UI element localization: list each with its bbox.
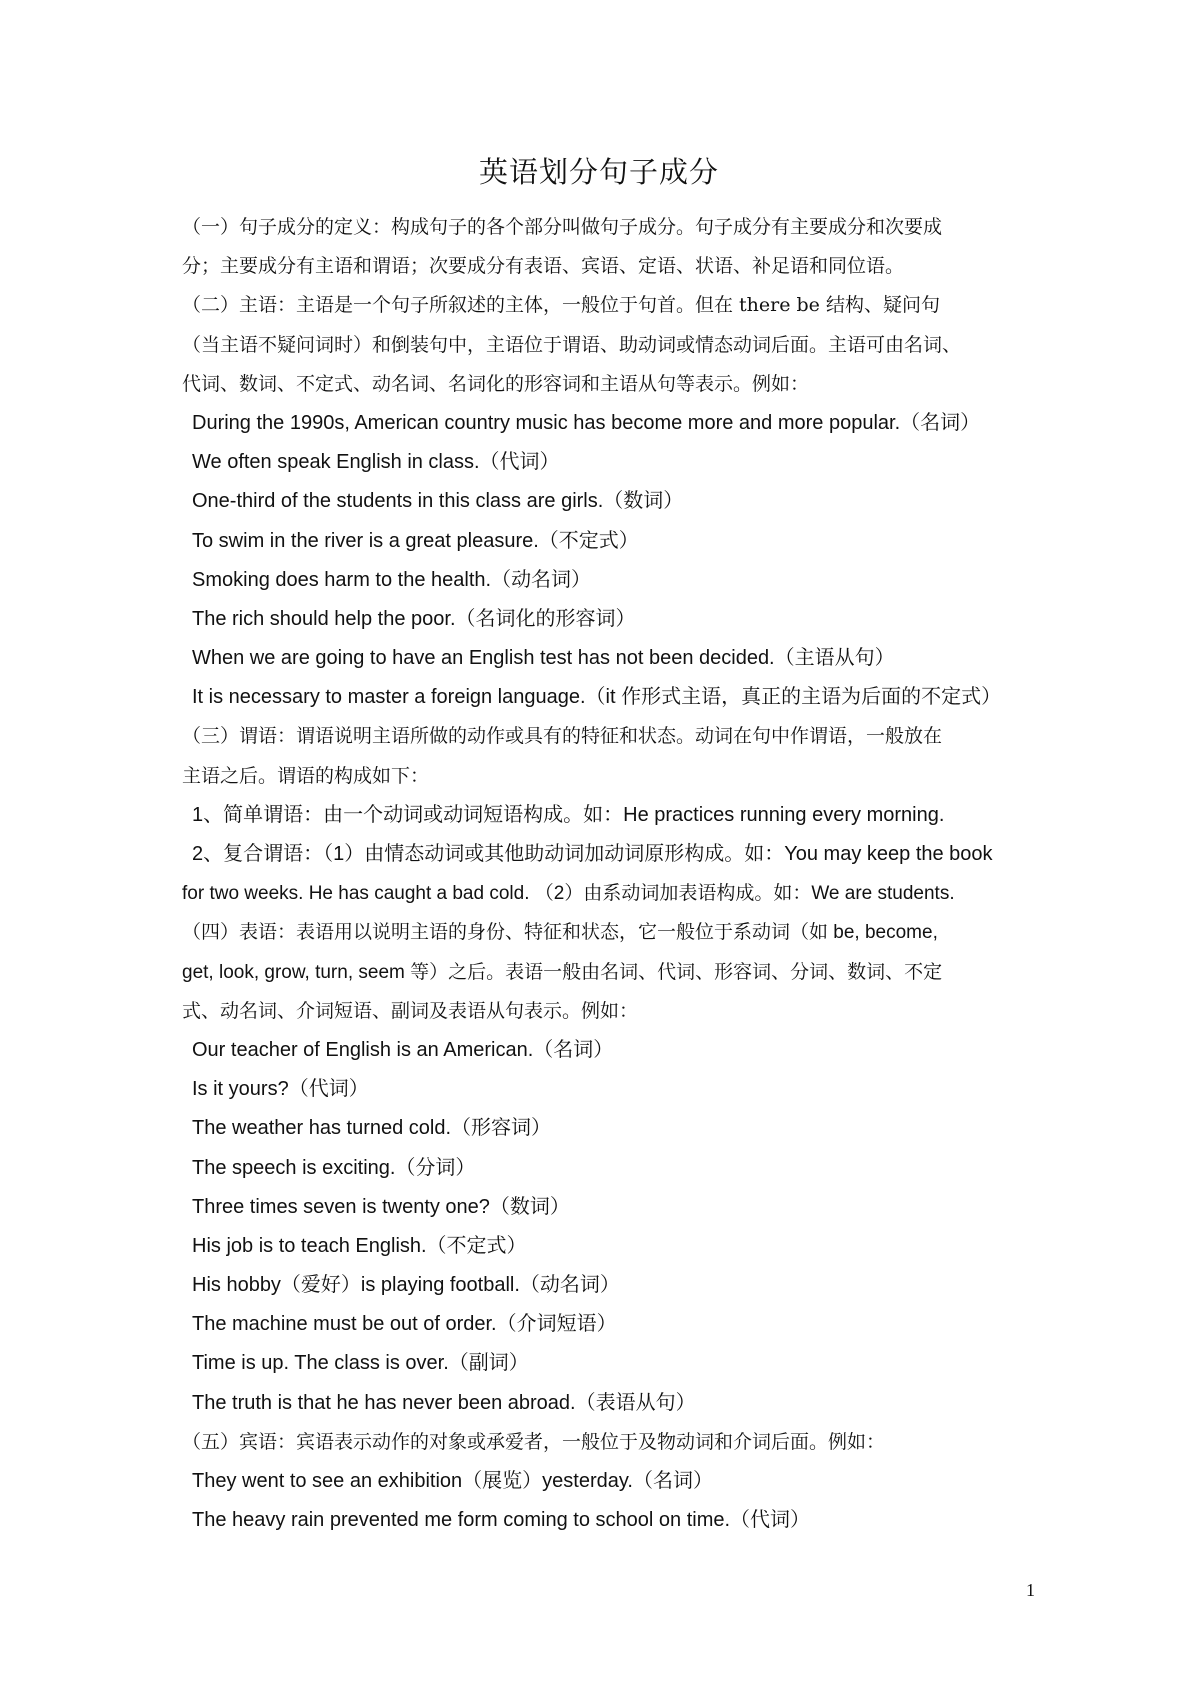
document-body xyxy=(182,208,1034,1540)
text-line: 主语之后。谓语的构成如下： xyxy=(182,764,430,787)
example-line: It is necessary to master a foreign language.（it 作形式主语，真正的主语为后面的不定式） xyxy=(192,686,1002,709)
example-line: The weather has turned cold.（形容词） xyxy=(192,1117,552,1140)
text-line: 分；主要成分有主语和谓语；次要成分有表语、宾语、定语、状语、补足语和同位语。 xyxy=(182,255,905,278)
example-line: The heavy rain prevented me form coming to school on time.（代词） xyxy=(192,1509,811,1532)
example-line: Three times seven is twenty one?（数词） xyxy=(192,1195,570,1218)
example-line: The machine must be out of order.（介词短语） xyxy=(192,1313,617,1336)
text-line: （一）句子成分的定义：构成句子的各个部分叫做句子成分。句子成分有主要成分和次要成 xyxy=(182,216,943,238)
example-line: 1、简单谓语：由一个动词或动词短语构成。如：He practices running every morning. xyxy=(192,803,945,826)
document-title: 英语划分句子成分 xyxy=(478,155,719,189)
example-line: They went to see an exhibition（展览）yesterday.（名词） xyxy=(192,1470,713,1492)
example-line: When we are going to have an English test has not been decided.（主语从句） xyxy=(192,647,895,670)
example-line: Time is up. The class is over.（副词） xyxy=(192,1352,529,1375)
example-line: We often speak English in class.（代词） xyxy=(192,451,560,474)
example-line: The truth is that he has never been abroad.（表语从句） xyxy=(192,1391,696,1414)
page-number: 1 xyxy=(1026,1580,1035,1600)
example-line: His job is to teach English.（不定式） xyxy=(192,1234,527,1257)
example-line: Smoking does harm to the health.（动名词） xyxy=(192,568,592,591)
example-line: One-third of the students in this class are girls.（数词） xyxy=(192,490,684,513)
text-line: （三）谓语：谓语说明主语所做的动作或具有的特征和状态。动词在句中作谓语，一般放在 xyxy=(182,725,943,748)
text-line: （四）表语：表语用以说明主语的身份、特征和状态，它一般位于系动词（如 be, become, xyxy=(182,922,938,944)
example-line: The rich should help the poor.（名词化的形容词） xyxy=(192,607,636,630)
example-line: To swim in the river is a great pleasure.（不定式） xyxy=(192,529,639,552)
text-line: （二）主语：主语是一个句子所叙述的主体，一般位于句首。但在 there be 结构、疑问句 xyxy=(182,294,940,317)
example-line: His hobby（爱好）is playing football.（动名词） xyxy=(192,1274,620,1297)
text-line: （五）宾语：宾语表示动作的对象或承爱者，一般位于及物动词和介词后面。例如： xyxy=(182,1430,886,1453)
example-line: The speech is exciting.（分词） xyxy=(192,1156,476,1179)
text-line: get, look, grow, turn, seem 等）之后。表语一般由名词、代词、形容词、分词、数词、不定 xyxy=(182,961,943,983)
example-line: Is it yours?（代词） xyxy=(192,1078,369,1101)
text-line: 代词、数词、不定式、动名词、名词化的形容词和主语从句等表示。例如： xyxy=(182,372,810,395)
example-line: 2、复合谓语：（1）由情态动词或其他助动词加动词原形构成。如：You may keep the book xyxy=(192,843,993,865)
example-line: Our teacher of English is an American.（名词） xyxy=(192,1038,614,1061)
text-line: for two weeks. He has caught a bad cold. （2）由系动词加表语构成。如：We are students. xyxy=(182,883,955,905)
text-line: （当主语不疑问词时）和倒装句中，主语位于谓语、助动词或情态动词后面。主语可由名词、 xyxy=(182,333,962,356)
example-line: During the 1990s, American country music has become more and more popular.（名词） xyxy=(192,411,981,434)
text-line: 式、动名词、介词短语、副词及表语从句表示。例如： xyxy=(182,999,639,1022)
